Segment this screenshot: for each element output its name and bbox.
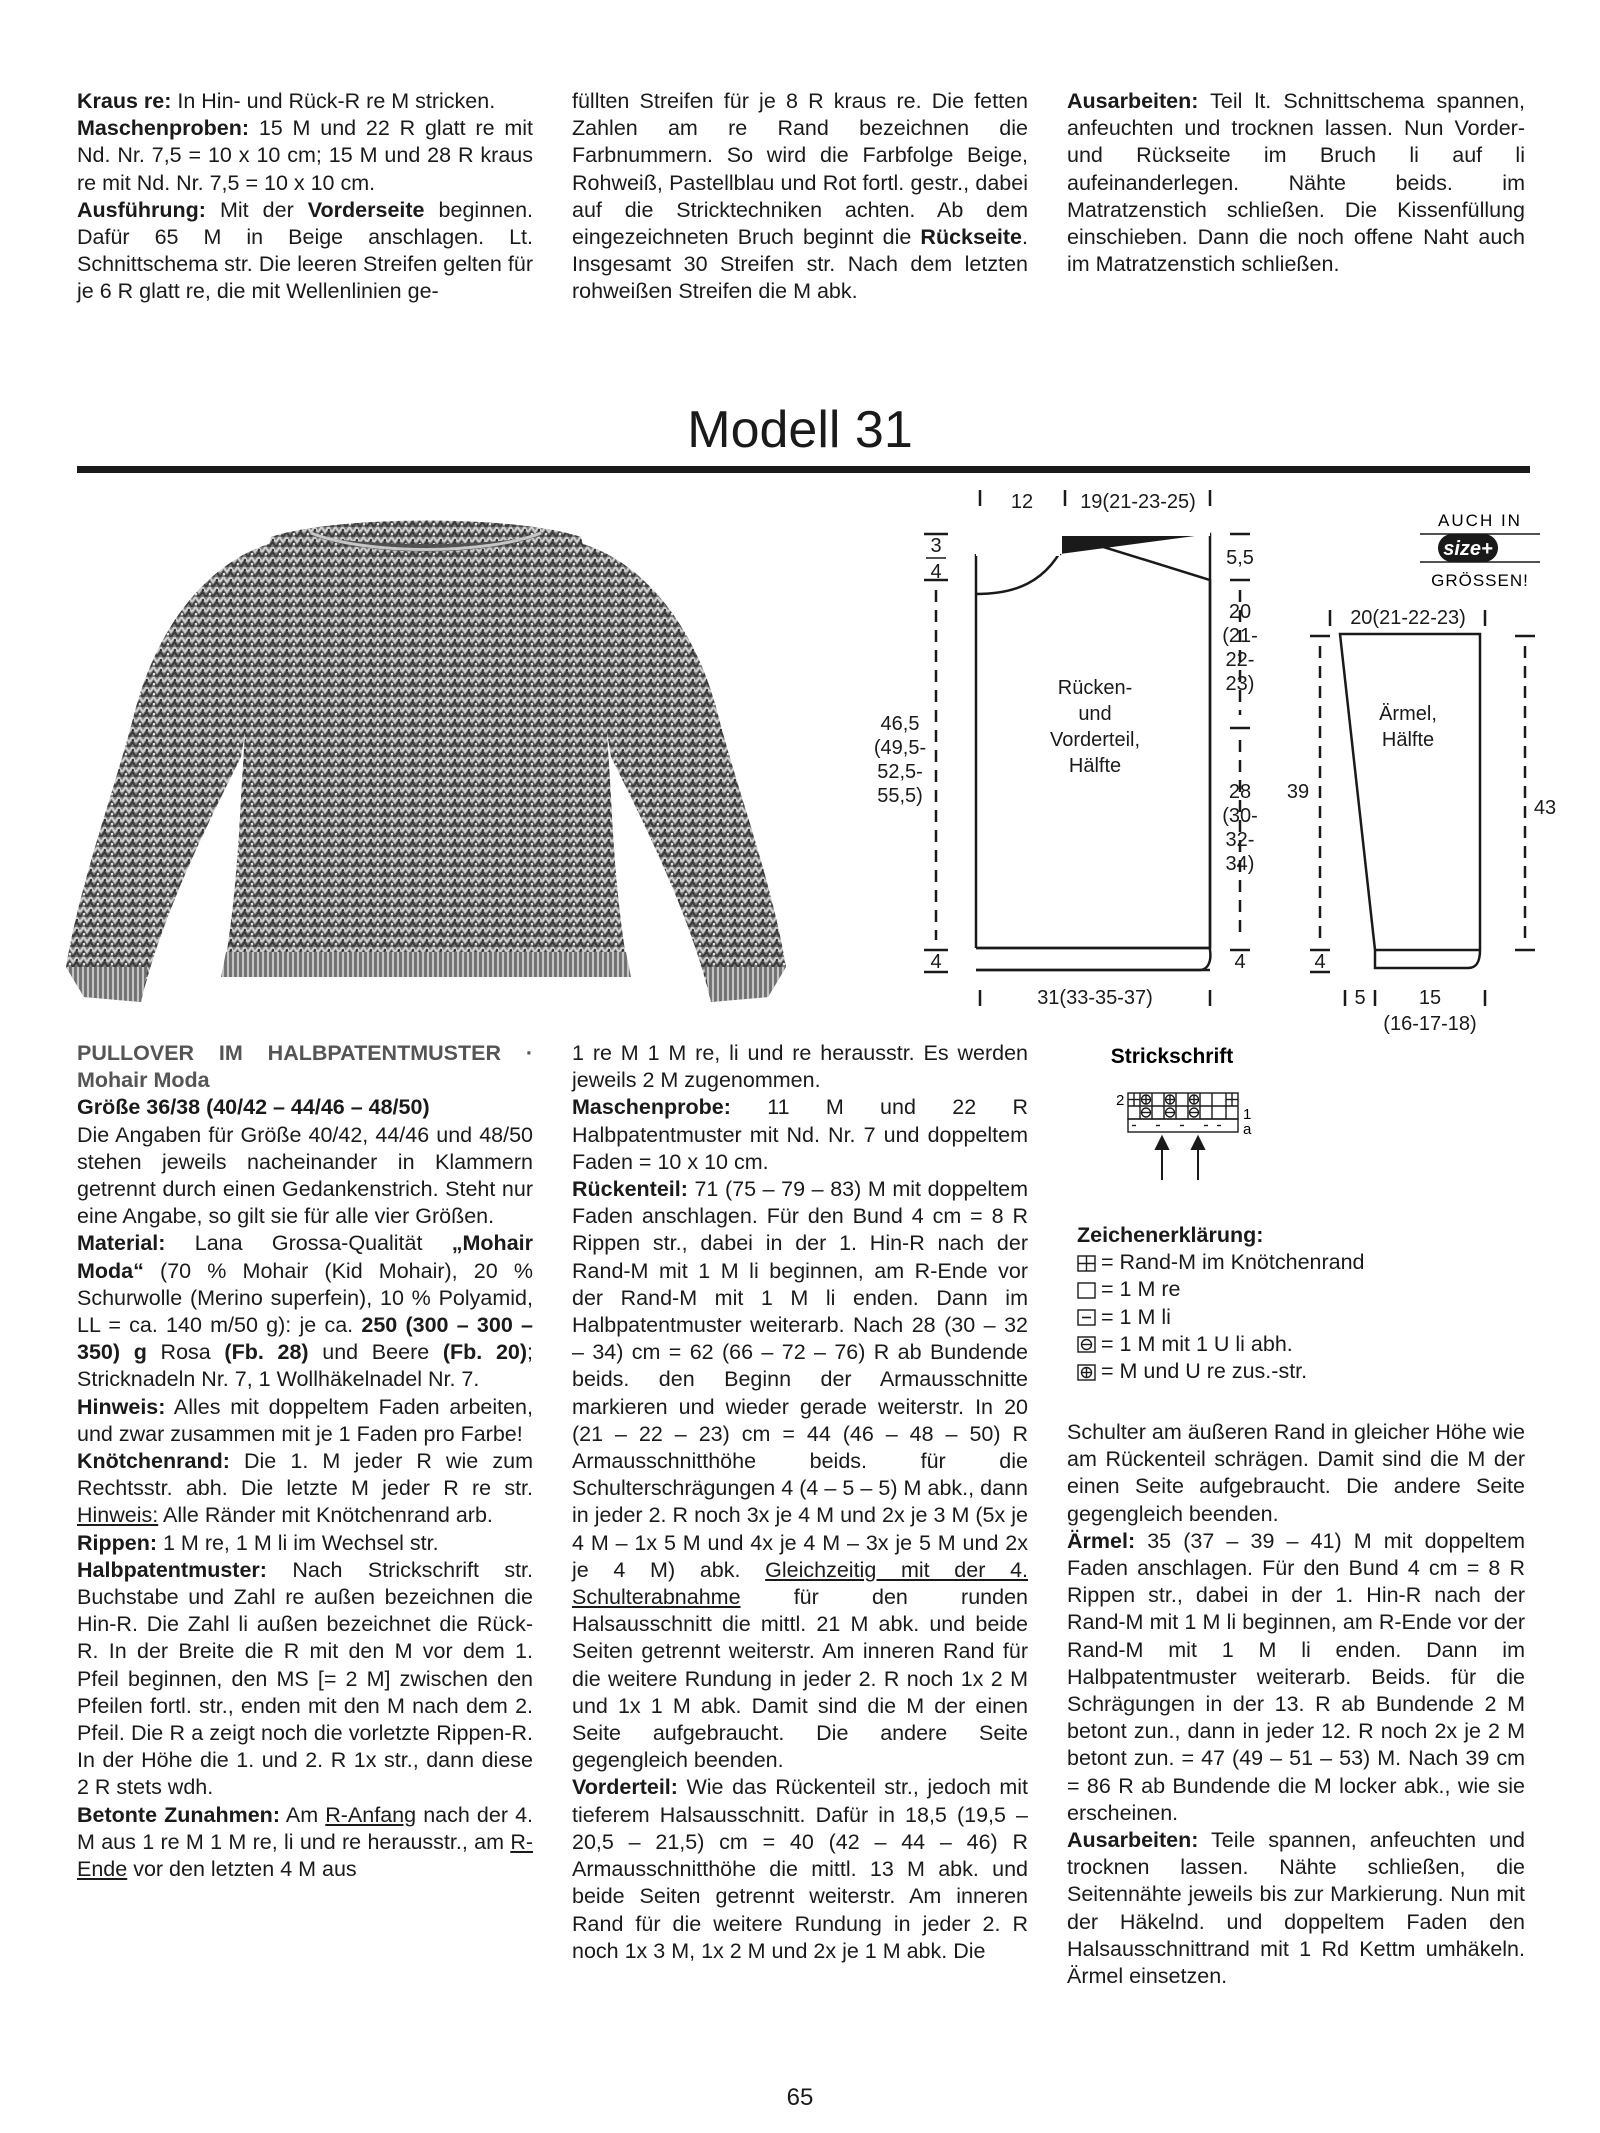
paragraph: [77, 1040, 533, 1094]
badge-mid-text: size+: [1443, 538, 1493, 560]
bold-text: 250 (300 – 300 – 350) g: [77, 1313, 533, 1365]
paragraph: [77, 197, 533, 306]
paragraph: [77, 1394, 533, 1448]
slip-yarn-over-symbol-icon: [1077, 1334, 1097, 1354]
legend-item: [1077, 1304, 1365, 1331]
text-run: Am: [279, 1802, 326, 1827]
dim-neck-bottom: 4: [930, 561, 942, 583]
bold-text: Knötchenrand:: [77, 1449, 230, 1474]
text-run: Schulter am äußeren Rand in gleicher Höhe wie am Rückenteil schrägen. Damit sind die M der einen Seite aufgebraucht. Die andere Seite gegengleich beenden.: [1067, 1420, 1525, 1526]
text-run: Die Angaben für Größe 40/42, 44/46 und 48/50 stehen jeweils nacheinander in Klammern getrennt durch einen Gedankenstrich. Steht nur eine Angabe, so gilt sie für alle vier Größen.: [77, 1122, 533, 1229]
legend-label: = 1 M re: [1101, 1277, 1181, 1302]
edge-stitch-symbol-icon: [1077, 1253, 1097, 1273]
main-column-3: [1067, 1419, 1525, 1990]
legend: [1077, 1222, 1365, 1385]
dim-side-2: 32-: [1225, 829, 1255, 851]
text-run: 15 M und 22 R glatt re mit Nd. Nr. 7,5 = 10 x 10 cm; 15 M und 28 R kraus re mit Nd. Nr. 7,5 = 10 x 10 cm.: [77, 116, 533, 195]
dim-side-3: 34): [1225, 853, 1255, 875]
title-rule: [77, 466, 1530, 473]
underlined-text: Hinweis:: [77, 1503, 159, 1528]
bold-text: Vorderteil:: [572, 1775, 678, 1800]
underlined-text: Gleichzeitig mit der 4. Schulterabnahme: [572, 1557, 1028, 1610]
text-run: ; Stricknadeln Nr. 7, 1 Wollhäkelnadel Nr. 7.: [77, 1340, 534, 1392]
text-run: 11 M und 22 R Halbpatentmuster mit Nd. Nr. 7 und doppeltem Faden = 10 x 10 cm.: [572, 1095, 1028, 1174]
bold-text: Ausführung:: [77, 197, 206, 222]
paragraph: [77, 88, 533, 115]
dim-side-1: (30-: [1222, 805, 1258, 827]
legend-label: = M und U re zus.-str.: [1101, 1359, 1308, 1384]
text-run: Die 1. M jeder R wie zum Rechtsstr. abh. Die letzte M jeder R re str.: [77, 1449, 533, 1501]
text-run: nach der 4. M aus 1 re M 1 M re, li und re herausstr., am: [77, 1802, 534, 1854]
legend-title: Zeichenerklärung:: [1077, 1223, 1264, 1247]
bold-text: Betonte Zunahmen:: [77, 1802, 280, 1827]
dim-sleeve-right: 43: [1533, 797, 1557, 819]
dim-armhole-3: 23): [1225, 673, 1255, 695]
bold-text: „Mohair Moda“: [77, 1231, 533, 1283]
bold-text: Maschenproben:: [77, 116, 250, 141]
paragraph: [77, 1448, 533, 1530]
chart-row-2: 2: [1116, 1092, 1125, 1109]
paragraph: [572, 1040, 1028, 1094]
strickschrift-chart: [1060, 1045, 1300, 1195]
paragraph: [572, 88, 1028, 306]
bold-text: Ausarbeiten:: [1067, 1828, 1199, 1853]
strickschrift-title: Strickschrift: [1110, 1045, 1234, 1068]
dim-shoulder-drop: 5,5: [1226, 547, 1254, 569]
legend-label: = Rand-M im Knötchenrand: [1101, 1250, 1365, 1275]
text-run: Alle Ränder mit Knötchenrand arb.: [158, 1503, 493, 1528]
dim-sleeve-rib: 4: [1314, 951, 1326, 973]
dim-armhole-0: 20: [1228, 601, 1252, 623]
paragraph: [1067, 88, 1525, 278]
dim-armhole-2: 22-: [1225, 649, 1255, 671]
sweater-photo: [66, 497, 786, 1007]
purl-stitch-symbol-icon: [1077, 1307, 1097, 1327]
bold-text: Maschenprobe:: [572, 1095, 731, 1120]
bold-text: (Fb. 20): [442, 1340, 528, 1365]
paragraph: [1067, 1419, 1525, 1528]
dim-rib-right: 4: [1234, 951, 1246, 973]
bold-text: Hinweis:: [77, 1394, 166, 1419]
text-run: füllten Streifen für je 8 R kraus re. Die fetten Zahlen am re Rand bezeichnen die Farbnummern. So wird die Farbfolge Beige, Rohweiß, Pastellblau und Rot fortl. gestr., dabei auf die Stricktechniken achten. Ab dem eingezeichneten Bruch beginnt die: [572, 89, 1028, 250]
chart-row-a: a: [1243, 1121, 1252, 1138]
paragraph: [572, 1176, 1028, 1774]
schematic-drawing: [873, 490, 1560, 1050]
text-run: und Beere: [308, 1340, 443, 1365]
text-run: Mit der: [205, 197, 308, 222]
text-run: (70 % Mohair (Kid Mohair), 20 % Schurwolle (Merino superfein), 10 % Polyamid, LL = ca. 140 m/50 g): je ca.: [77, 1258, 533, 1338]
top-column-2: [572, 88, 1028, 306]
bold-text: Größe 36/38 (40/42 – 44/46 – 48/50): [77, 1095, 430, 1120]
text-run: Rosa: [146, 1340, 225, 1365]
text-run: beginnen. Dafür 65 M in Beige anschlagen. Lt. Schnittschema str. Die leeren Streifen gelten für je 6 R glatt re, die mit Wellenlinien ge-: [77, 197, 533, 304]
text-run: 1 re M 1 M re, li und re herausstr. Es werden jeweils 2 M zugenommen.: [572, 1041, 1028, 1093]
bold-text: Vorderseite: [307, 197, 425, 222]
bold-text: Rippen:: [77, 1530, 158, 1555]
dim-total-1: (49,5-: [873, 737, 927, 759]
bold-text: Halbpatentmuster:: [77, 1557, 267, 1582]
section-heading: PULLOVER IM HALBPATENTMUSTER · Mohair Moda: [77, 1041, 533, 1093]
text-run: Teil lt. Schnittschema spannen, anfeuchten und trocknen lassen. Nun Vorder- und Rückseite im Bruch li auf li aufeinanderlegen. Nähte beids. im Matratzenstich schließen. Die Kissenfüllung einschieben. Dann die noch offene Naht auch im Matratzenstich schließen.: [1067, 89, 1525, 277]
badge-bottom-text: GRÖSSEN!: [1431, 571, 1529, 590]
legend-label: = 1 M li: [1101, 1304, 1171, 1329]
bold-text: Ausarbeiten:: [1067, 89, 1199, 113]
text-run: . Insgesamt 30 Streifen str. Nach dem letzten rohweißen Streifen die M abk.: [572, 225, 1028, 304]
body-label-2: Vorderteil,: [1049, 729, 1141, 751]
dim-armhole-1: (21-: [1222, 625, 1258, 647]
knit-together-symbol-icon: [1077, 1362, 1097, 1382]
text-run: vor den letzten 4 M aus: [127, 1857, 357, 1882]
legend-item: [1077, 1276, 1365, 1303]
text-run: 71 (75 – 79 – 83) M mit doppeltem Faden anschlagen. Für den Bund 4 cm = 8 R Rippen str., dabei in der 1. Hin-R nach der Rand-M mit 1 M li beginnen, am R-Ende vor der Rand-M mit 1 M li enden. Dann im Halbpatentmuster weiterarb. Nach 28 (30 – 32 – 34) cm = 62 (66 – 72 – 76) R ab Bundende beids. den Beginn der Armausschnitte markieren und wieder gerade weiterstr. In 20 (21 – 22 – 23) cm = 44 (46 – 48 – 50) R Armausschnitthöhe beids. für die Schulterschrägungen 4 (4 – 5 – 5) M abk., dann in jeder 2. R noch 3x je 4 M und 2x je 3 M (5x je 4 M – 1x 5 M und 4x je 4 M – 3x je 5 M und 2x je 4 M) abk.: [572, 1177, 1028, 1582]
main-column-1: [77, 1040, 533, 1883]
page-title: Modell 31: [687, 401, 913, 459]
top-column-3: [1067, 88, 1525, 278]
paragraph: [77, 1557, 533, 1802]
dim-sleeve-cuff-a: 5: [1354, 987, 1366, 1009]
paragraph: [77, 1230, 533, 1393]
legend-item: [1077, 1249, 1365, 1276]
text-run: Teile spannen, anfeuchten und trocknen lassen. Nähte schließen, die Seitennähte jeweils bis zur Markierung. Nun mit der Häkelnd. und doppeltem Faden den Halsausschnittrand mit 1 Rd Kettm umhäkeln. Ärmel einsetzen.: [1067, 1828, 1525, 1989]
dim-neck-top: 3: [930, 535, 942, 557]
body-outline: [976, 534, 1210, 970]
dim-sleeve-top: 20(21-22-23): [1350, 607, 1466, 629]
underlined-text: R-Ende: [77, 1829, 533, 1882]
bold-text: Rückseite: [920, 225, 1023, 250]
paragraph: [1067, 1528, 1525, 1827]
paragraph: [77, 115, 533, 197]
legend-label: = 1 M mit 1 U li abh.: [1101, 1331, 1293, 1356]
dim-body-width: 31(33-35-37): [1037, 987, 1153, 1009]
text-run: In Hin- und Rück-R re M stricken.: [171, 89, 496, 113]
bold-text: Ärmel:: [1067, 1528, 1136, 1553]
dim-side-0: 28: [1228, 781, 1252, 803]
paragraph: [77, 1122, 533, 1231]
dim-total-0: 46,5: [880, 713, 920, 735]
body-label-0: Rücken-: [1057, 677, 1133, 699]
paragraph: [572, 1094, 1028, 1176]
text-run: 35 (37 – 39 – 41) M mit doppeltem Faden anschlagen. Für den Bund 4 cm = 8 R Rippen str., dabei in der 1. Hin-R nach der Rand-M mit 1 M li beginnen, am R-Ende vor der Rand-M mit 1 M li enden. Dann im Halbpatentmuster weiterarb. Beids. für die Schrägungen in der 13. R ab Bundende 2 M betont zun., dann in jeder 12. R noch 2x je 2 M betont zun. = 47 (49 – 51 – 53) M. Nach 39 cm = 86 R ab Bundende die M locker abk., wie sie erscheinen.: [1067, 1528, 1525, 1825]
dim-sleeve-left: 39: [1286, 781, 1310, 803]
main-column-2: [572, 1040, 1028, 1965]
sleeve-shape: [1340, 634, 1480, 968]
legend-item: [1077, 1331, 1365, 1358]
page-number: 65: [786, 2084, 814, 2111]
bold-text: Material:: [77, 1231, 166, 1256]
text-run: 1 M re, 1 M li im Wechsel str.: [157, 1530, 439, 1555]
top-column-1: [77, 88, 533, 306]
dim-shoulder-width: 19(21-23-25): [1080, 491, 1196, 513]
dim-total-3: 55,5): [877, 785, 923, 807]
text-run: Lana Grossa-Qualität: [165, 1231, 452, 1256]
dim-neck-width: 12: [1010, 491, 1034, 513]
text-run: Alles mit doppeltem Faden arbeiten, und zwar zusammen mit je 1 Faden pro Farbe!: [77, 1394, 533, 1446]
underlined-text: R-Anfang: [325, 1802, 417, 1827]
paragraph: [572, 1774, 1028, 1964]
bold-text: (Fb. 28): [224, 1340, 309, 1365]
sleeve-label-0: Ärmel,: [1379, 703, 1437, 725]
text-run: Wie das Rückenteil str., jedoch mit tieferem Halsausschnitt. Dafür in 18,5 (19,5 – 20,5 – 21,5) cm = 40 (42 – 44 – 46) R Armausschnitthöhe die mittl. 13 M abk. und beide Seiten getrennt weiterstr. Am inneren Rand für die weitere Rundung in jeder 2. R noch 1x 3 M, 1x 2 M und 2x je 1 M abk. Die: [572, 1775, 1028, 1963]
paragraph: [77, 1094, 533, 1121]
badge-top-text: AUCH IN: [1438, 511, 1522, 530]
bold-text: Kraus re:: [77, 89, 172, 113]
bold-text: Rückenteil:: [572, 1177, 688, 1202]
legend-item: [1077, 1358, 1365, 1385]
dim-sleeve-cuff-b-1: (16-17-18): [1383, 1013, 1477, 1035]
knit-stitch-symbol-icon: [1077, 1280, 1097, 1300]
paragraph: [77, 1802, 533, 1884]
text-run: für den runden Halsausschnitt die mittl. 21 M abk. und beide Seiten getrennt weiterstr. Am inneren Rand für die weitere Rundung in jeder 2. R noch 1x 2 M und 1x 1 M abk. Damit sind die M der einen Seite aufgebraucht. Die andere Seite gegengleich beenden.: [572, 1585, 1028, 1773]
sleeve-label-1: Hälfte: [1381, 729, 1435, 751]
body-label-3: Hälfte: [1068, 755, 1122, 777]
paragraph: [1067, 1827, 1525, 1990]
paragraph: [77, 1530, 533, 1557]
chart-row-1: 1: [1243, 1106, 1252, 1123]
body-label-1: und: [1078, 703, 1112, 725]
dim-rib-left: 4: [930, 951, 942, 973]
body-shape: [976, 536, 1210, 970]
dim-sleeve-cuff-b-0: 15: [1418, 987, 1442, 1009]
text-run: Nach Strickschrift str. Buchstabe und Zahl re außen bezeichnen die Hin-R. Die Zahl li außen bezeichnet die Rück-R. In der Breite die R mit den M vor dem 1. Pfeil beginnen, den MS [= 2 M] zwischen den Pfeilen fortl. str., enden mit den M nach dem 2. Pfeil. Die R a zeigt noch die vorletzte Rippen-R. In der Höhe die 1. und 2. R 1x str., dann diese 2 R stets wdh.: [77, 1557, 533, 1800]
dim-total-2: 52,5-: [877, 761, 923, 783]
